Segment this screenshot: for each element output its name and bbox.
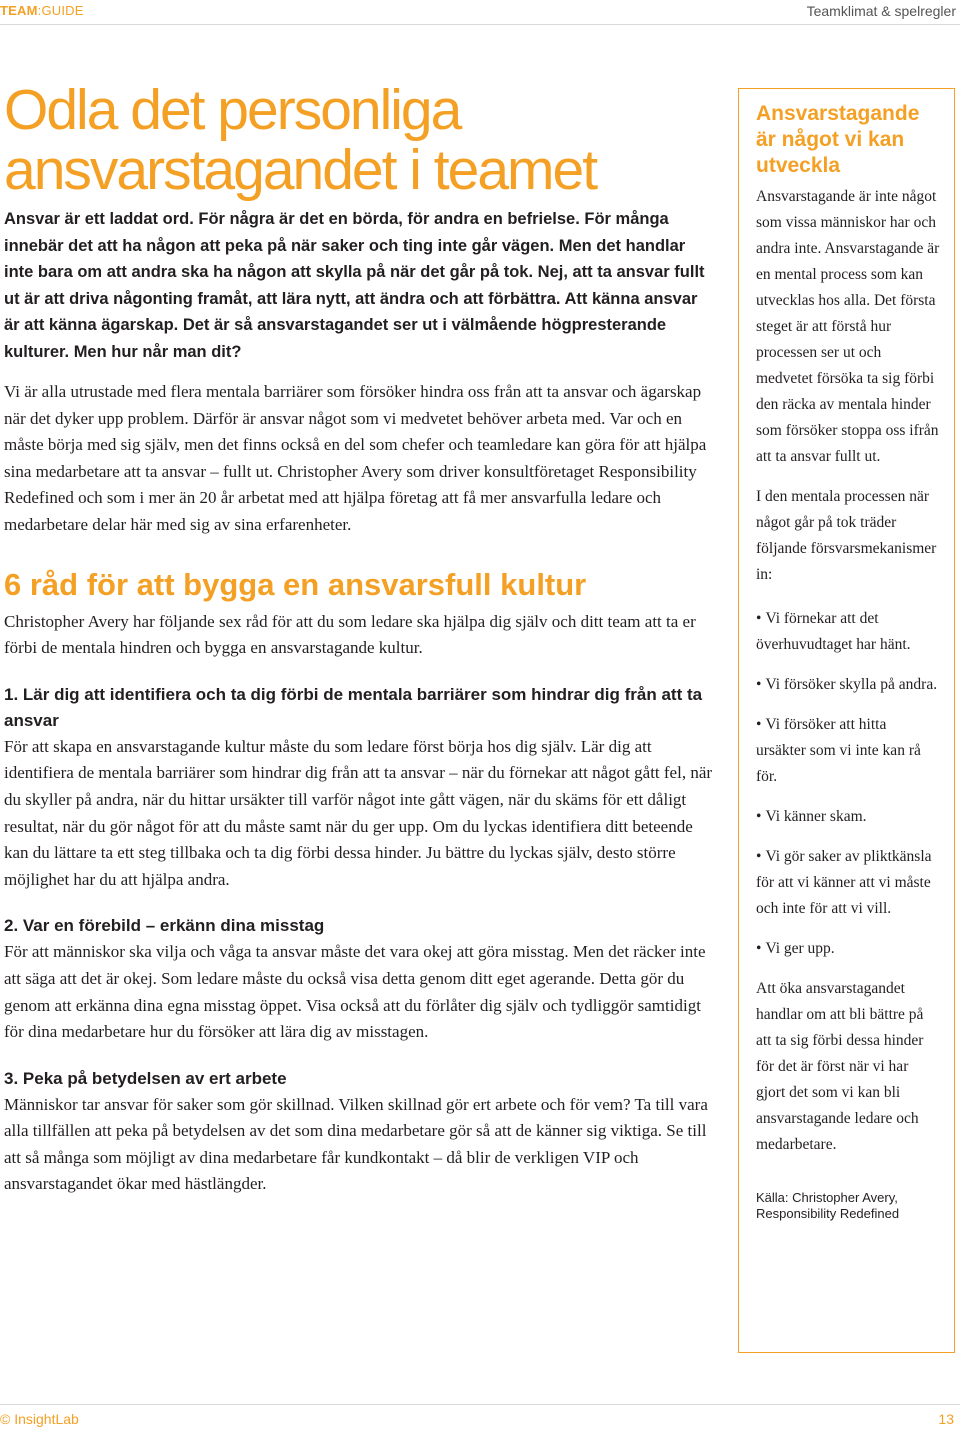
- footer-copyright: © InsightLab: [0, 1411, 79, 1427]
- article-lead: Ansvar är ett laddat ord. För några är det en börda, för andra en befrielse. För många innebär det att ha någon att peka på när saker och ting inte går vägen. Men det handlar inte bara om att andra ska ha någon att skylla på när det går på tok. Nej, att ta ansvar fullt ut är att driva någonting framåt, att lära nytt, att ändra och att förbättra. Att känna ansvar är att känna ägarskap. Det är så ansvarstagandet ser ut i välmående högpresterande kulturer. Men hur når man dit?: [4, 210, 705, 361]
- tip-2-text: För att människor ska vilja och våga ta ansvar måste det vara okej att göra misstag. Men det räcker inte att säga att det är okej. Som ledare måste du också visa detta genom ditt eget agerande. Detta gör du genom att erkänna dina egna misstag öppet. Visa också att du förlåter dig själv och tydliggör samtidigt för dina medarbetare hur du försöker att lära dig av misstagen.: [4, 942, 706, 1042]
- sidebar-paragraph-2: I den mentala processen när något går på tok träder följande försvarsmekanismer in:: [756, 488, 937, 583]
- bullet-icon: •: [756, 610, 762, 627]
- list-item: • Vi ger upp.: [756, 940, 835, 957]
- sidebar-paragraph-3: Att öka ansvarstagandet handlar om att bli bättre på att ta sig förbi dessa hinder för det är först när vi har gjort det som vi kan bli ansvarstagande ledare och medarbetare.: [756, 980, 924, 1153]
- bullet-icon: •: [756, 848, 762, 865]
- list-item: • Vi gör saker av pliktkänsla för att vi känner att vi måste och inte för att vi vill.: [756, 848, 932, 917]
- section-name: Teamklimat & spelregler: [806, 3, 956, 19]
- list-item: • Vi försöker att hitta ursäkter som vi inte kan rå för.: [756, 716, 921, 785]
- bullet-icon: •: [756, 676, 762, 693]
- page-header: [0, 0, 960, 26]
- sidebar-paragraph-1: Ansvarstagande är inte något som vissa människor har och andra inte. Ansvarstagande är en mental process som kan utvecklas hos alla. Det första steget är att förstå hur processen ser ut och medvetet försöka ta sig förbi den räcka av mentala hinder som försöker stoppa oss ifrån att ta ansvar fullt ut.: [756, 188, 940, 465]
- article-title: [4, 80, 716, 200]
- footer-divider: [0, 1404, 960, 1405]
- tip-3-text: Människor tar ansvar för saker som gör skillnad. Vilken skillnad gör ert arbete och för vem? Ta till vara alla tillfällen att peka på betydelsen av det som dina medarbetare gör så att de känner sig viktiga. Se till att så många som möjligt av dina medarbetare får kundkontakt – då blir de verkligen VIP och ansvarstagandet ökar med hästlängder.: [4, 1094, 708, 1194]
- title-line-1: Odla det personliga: [4, 78, 461, 142]
- section-intro: Christopher Avery har följande sex råd för att du som ledare ska hjälpa dig själv och ditt team att ta er förbi de mentala hindren och bygga en ansvarstagande kultur.: [4, 611, 696, 658]
- title-line-2: ansvarstagandet i teamet: [4, 138, 597, 202]
- header-divider: [0, 24, 960, 25]
- defense-mechanism-list: [756, 606, 940, 962]
- brand-bold: TEAM: [0, 3, 38, 18]
- page-number: 13: [938, 1411, 954, 1427]
- list-item: • Vi förnekar att det överhuvudtaget har hänt.: [756, 610, 911, 653]
- tip-1-heading: 1. Lär dig att identifiera och ta dig förbi de mentala barriärer som hindrar dig från att ta ansvar: [4, 684, 703, 730]
- sidebar-box: [738, 88, 955, 1353]
- brand-rest: :GUIDE: [37, 3, 84, 18]
- bullet-icon: •: [756, 940, 762, 957]
- tip-3-heading: 3. Peka på betydelsen av ert arbete: [4, 1068, 287, 1088]
- list-item: • Vi känner skam.: [756, 808, 867, 825]
- article-intro: Vi är alla utrustade med flera mentala barriärer som försöker hindra oss från att ta ansvar och ägarskap när det dyker upp problem. Därför är ansvar något som vi medvetet behöver arbeta med. Var och en måste börja med sig själv, men det finns också en del som chefer och teamledare kan göra för att hjälpa sina medarbetare att ta ansvar – fullt ut. Christopher Avery som driver konsultföretaget Responsibility Redefined och som i mer än 20 år arbetat med att hjälpa företag att få mer ansvarfulla ledare och medarbetare delar här med sig av sina erfarenheter.: [4, 382, 707, 534]
- article: [4, 80, 716, 1198]
- bullet-icon: •: [756, 808, 762, 825]
- brand-logo: [0, 3, 84, 18]
- list-item: • Vi försöker skylla på andra.: [756, 676, 938, 693]
- tip-1-text: För att skapa en ansvarstagande kultur måste du som ledare först börja hos dig själv. Lär dig att identifiera de mentala barriärer som hindrar dig från att ta ansvar – när du förnekar att något gått fel, när du skyller på andra, när du hittar ursäkter till varför något inte gått vägen, när du skäms för ett dåligt resultat, när du gör något för att du måste samt när du ger upp. Om du lyckas identifiera ditt beteende kan du lättare ta ett steg tillbaka och ta dig förbi dessa hinder. Ju bättre du lyckas själv, desto större möjlighet har du att hjälpa andra.: [4, 736, 713, 889]
- tip-2-heading: 2. Var en förebild – erkänn dina misstag: [4, 916, 325, 936]
- sidebar-title: Ansvarstagande är något vi kan utveckla: [756, 102, 920, 177]
- bullet-icon: •: [756, 716, 762, 733]
- section-heading: 6 råd för att bygga en ansvarsfull kultur: [4, 566, 587, 602]
- sidebar-source: Källa: Christopher Avery, Responsibility Redefined: [756, 1190, 900, 1221]
